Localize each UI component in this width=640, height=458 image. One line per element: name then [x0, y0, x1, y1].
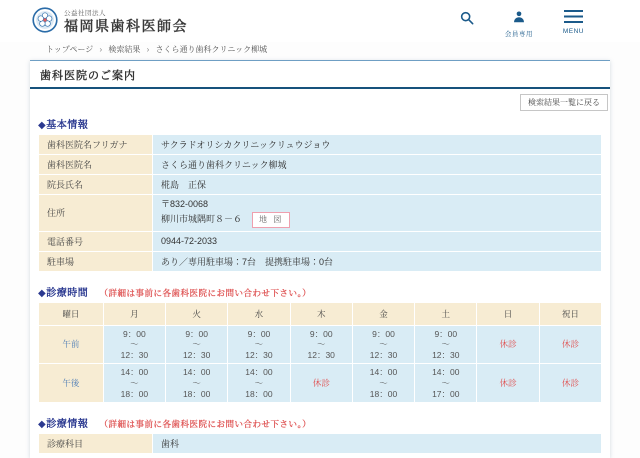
treatment-info-note: （詳細は事前に各歯科医院にお問い合わせ下さい。）	[99, 419, 312, 430]
hours-cell	[539, 364, 601, 403]
time-sep: 〜	[192, 339, 201, 350]
hours-table	[38, 302, 602, 404]
hours-cell	[415, 364, 477, 403]
table-row	[39, 251, 602, 271]
time-start: 14：00	[245, 367, 273, 378]
hours-cell	[290, 364, 352, 403]
column-header: 火	[166, 302, 228, 325]
time-start: 9：00	[123, 328, 146, 339]
row-label: 住所	[39, 195, 153, 232]
time-end: 18：00	[120, 388, 149, 399]
hours-cell	[477, 364, 539, 403]
row-label: 診療科目	[39, 434, 153, 454]
hours-cell	[539, 325, 601, 364]
time-start: 9：00	[247, 328, 271, 339]
back-link-row	[30, 89, 610, 111]
page-title-bar	[30, 61, 610, 89]
time-sep: 〜	[192, 378, 201, 388]
time-start: 9：00	[185, 328, 208, 339]
breadcrumb-current: さくら通り歯科クリニック柳城	[155, 45, 268, 54]
row-value: サクラドオリシカクリニックリュウジョウ	[153, 135, 602, 155]
search-icon	[459, 10, 475, 29]
time-end: 12：30	[120, 349, 149, 360]
column-header: 木	[290, 302, 352, 325]
table-row	[39, 175, 602, 195]
column-header: 土	[415, 302, 477, 325]
closed-label: 休診	[312, 378, 330, 388]
column-header: 祝日	[539, 302, 601, 325]
treatment-info-table	[38, 433, 602, 454]
column-header: 曜日	[39, 302, 104, 325]
time-sep: 〜	[254, 339, 264, 350]
person-icon	[512, 10, 526, 27]
hours-cell	[166, 325, 228, 364]
hours-header-row	[39, 302, 602, 325]
hours-row-pm	[39, 364, 602, 403]
hours-cell	[290, 325, 352, 364]
basic-info-table	[38, 134, 602, 272]
back-to-results-link[interactable]	[520, 94, 608, 111]
hours-cell	[415, 325, 477, 364]
table-row	[39, 135, 602, 155]
org-type: 公益社団法人	[64, 10, 106, 18]
address-text: 柳川市城隅町８－６	[161, 213, 243, 224]
back-link-label: 検索結果一覧に戻る	[528, 98, 600, 107]
member-area-button[interactable]	[505, 10, 533, 38]
row-label: 午前	[39, 325, 104, 364]
map-button-label: 地 図	[259, 214, 284, 224]
time-sep: 〜	[441, 339, 451, 350]
breadcrumb	[0, 42, 640, 60]
treatment-info-heading	[38, 415, 602, 430]
basic-info-heading: ◆基本情報	[38, 120, 89, 131]
time-end: 18：00	[245, 388, 273, 399]
content-panel	[30, 60, 610, 458]
closed-label: 休診	[499, 378, 517, 388]
header-tools	[459, 7, 584, 38]
hours-row-am	[39, 325, 602, 364]
time-end: 12：30	[369, 349, 398, 360]
hours-cell	[103, 325, 165, 364]
time-sep: 〜	[316, 339, 326, 350]
time-sep: 〜	[254, 378, 264, 388]
hours-note: （詳細は事前に各歯科医院にお問い合わせ下さい。）	[99, 287, 312, 298]
time-start: 14：00	[432, 367, 460, 378]
hamburger-icon	[564, 10, 583, 26]
hours-heading	[38, 284, 602, 299]
site-logo[interactable]	[32, 7, 188, 38]
row-label: 駐車場	[39, 251, 153, 271]
time-end: 18：00	[182, 388, 211, 399]
column-header: 金	[352, 302, 414, 325]
time-end: 12：30	[245, 349, 273, 360]
time-start: 14：00	[182, 367, 211, 378]
row-label: 午後	[39, 364, 104, 403]
row-value: さくら通り歯科クリニック柳城	[153, 155, 602, 175]
closed-label: 休診	[561, 378, 579, 388]
closed-label: 休診	[499, 339, 517, 350]
hours-cell	[352, 325, 414, 364]
breadcrumb-separator: ›	[146, 45, 150, 54]
row-label: 歯科医院名フリガナ	[39, 135, 153, 155]
time-end: 12：30	[307, 349, 335, 360]
time-sep: 〜	[130, 378, 139, 388]
time-start: 9：00	[372, 328, 395, 339]
hours-cell	[166, 364, 228, 403]
member-area-label: 会員専用	[504, 30, 533, 38]
time-end: 12：30	[182, 349, 211, 360]
org-text	[64, 10, 188, 34]
search-button[interactable]	[459, 10, 475, 29]
row-label: 院長氏名	[39, 175, 153, 195]
time-start: 9：00	[434, 328, 458, 339]
table-row	[39, 155, 602, 175]
row-label: 電話番号	[39, 231, 153, 251]
time-start: 9：00	[309, 328, 333, 339]
row-value: 歯科	[153, 434, 602, 454]
treatment-info-heading-text: ◆診療情報	[38, 419, 89, 431]
postal-code: 〒832-0068	[161, 199, 209, 209]
time-sep: 〜	[379, 339, 388, 350]
column-header: 月	[103, 302, 165, 325]
time-sep: 〜	[441, 378, 451, 388]
menu-label: MENU	[562, 27, 584, 35]
hours-cell	[352, 364, 414, 403]
sakura-emblem-icon	[32, 7, 58, 38]
table-row	[39, 231, 602, 251]
breadcrumb-home[interactable]: トップページ	[46, 45, 94, 54]
time-end: 17：00	[432, 388, 460, 399]
org-name: 福岡県歯科医師会	[64, 17, 188, 34]
table-row	[39, 434, 602, 454]
breadcrumb-separator: ›	[99, 45, 103, 54]
row-value: あり／専用駐車場：7台 提携駐車場：0台	[153, 251, 602, 271]
site-header	[0, 0, 640, 42]
column-header: 水	[228, 302, 290, 325]
closed-label: 休診	[561, 339, 579, 350]
menu-button[interactable]	[563, 10, 584, 35]
row-label: 歯科医院名	[39, 155, 153, 175]
hours-cell	[477, 325, 539, 364]
time-start: 14：00	[369, 367, 398, 378]
row-value: 椛島 正保	[153, 175, 602, 195]
table-row-address	[39, 195, 602, 232]
time-sep: 〜	[130, 339, 139, 350]
breadcrumb-search-results[interactable]: 検索結果	[108, 45, 141, 54]
page-title: 歯科医院のご案内	[40, 70, 136, 82]
hours-cell	[228, 364, 290, 403]
time-end: 12：30	[432, 349, 460, 360]
row-value	[153, 195, 602, 232]
time-end: 18：00	[369, 388, 398, 399]
time-start: 14：00	[120, 367, 149, 378]
hours-cell	[103, 364, 165, 403]
map-button[interactable]	[252, 212, 290, 228]
hours-cell	[228, 325, 290, 364]
time-sep: 〜	[379, 378, 388, 388]
row-value: 0944-72-2033	[153, 231, 602, 251]
hours-heading-text: ◆診療時間	[38, 287, 89, 299]
column-header: 日	[477, 302, 539, 325]
